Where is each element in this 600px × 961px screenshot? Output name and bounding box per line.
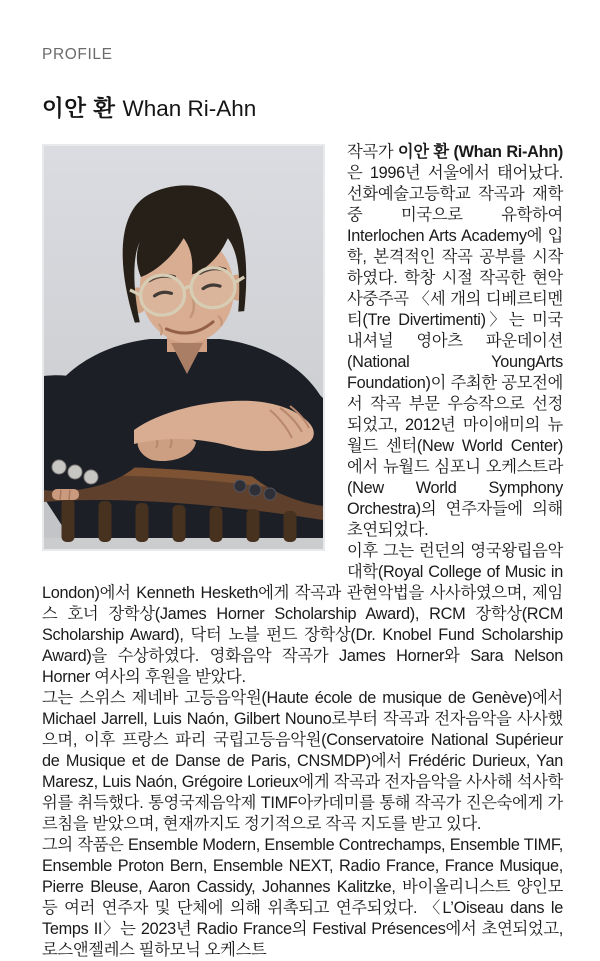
bio-paragraph-4: 그의 작품은 Ensemble Modern, Ensemble Contrechamps, Ensemble TIMF, Ensemble Proton Bern, Ensemble NEXT, Radio France, France Musique, Pierre Bleuse, Aaron Cassidy, Johannes Kalitzke, 바이올리니스트 양인모 등 여러 연주자 및 단체에 의해 위촉되고 연주되었다. 〈L’Oiseau dans le Temps II〉는 2023년 Radio France의 Festival Présences에서 초연되었고, 로스앤젤레스 필하모닉 오케스트 xyxy=(42,836,563,959)
portrait-illustration xyxy=(44,146,323,549)
fingers-on-rail xyxy=(52,489,79,500)
section-label: PROFILE xyxy=(42,46,113,63)
name-romanized: Whan Ri-Ahn xyxy=(122,96,257,121)
biography xyxy=(42,142,563,961)
bio-paragraph-3: 그는 스위스 제네바 고등음악원(Haute école de musique de Genève)에서 Michael Jarrell, Luis Naón, Gilbert Nouno로부터 작곡과 전자음악을 사사했으며, 이후 프랑스 파리 국립고등음악원(Conservatoire National Supérieur de Musique et de Danse de Paris, CNSMDP)에서 Frédéric Durieux, Yan Maresz, Luis Naón, Grégoire Lorieux에게 작곡과 전자음악을 사사해 석사학위를 취득했다. 통영국제음악제 TIMF아카데미를 통해 작곡가 진은숙에게 가르침을 받았으며, 현재까지도 정기적으로 작곡 지도를 받고 있다. xyxy=(42,689,563,833)
finger-gap-1 xyxy=(60,490,61,500)
bio-text-prefix: 작곡가 xyxy=(347,143,398,161)
bio-text-rest: 은 1996년 서울에서 태어났다. 선화예술고등학교 작곡과 재학 중 미국으로 유학하여 Interlochen Arts Academy에 입학, 본격적인 작곡 공부를 시작하였다. 학창 시절 작곡한 현악 사중주곡 〈세 개의 디베르티멘티(Tre Divertimenti)〉는 미국 내셔널 영아츠 파운데이션(National YoungArts Foundation)이 주최한 공모전에서 작곡 부문 우승작으로 선정되었고, 2012년 마이애미의 뉴 월드 센터(New World Center)에서 뉴월드 심포니 오케스트라(New World Symphony Orchestra)의 연주자들에 의해 초연되었다. xyxy=(347,164,563,539)
page-title xyxy=(42,95,563,122)
portrait-photo xyxy=(42,144,325,551)
name-korean: 이안 환 xyxy=(42,96,116,121)
finger-gap-2 xyxy=(69,490,70,500)
bio-paragraph-2: 이후 그는 런던의 영국왕립음악대학(Royal College of Music in London)에서 Kenneth Hesketh에게 작곡과 관현악법을 사사하였으며, 제임스 호너 장학상(James Horner Scholarship Award), RCM 장학상(RCM Scholarship Award), 닥터 노블 펀드 장학상(Dr. Knobel Fund Scholarship Award)을 수상하였다. 영화음악 작곡가 James Horner와 Sara Nelson Horner 여사의 후원을 받았다. xyxy=(42,542,563,686)
name-emphasis: 이안 환 (Whan Ri-Ahn) xyxy=(397,143,563,161)
